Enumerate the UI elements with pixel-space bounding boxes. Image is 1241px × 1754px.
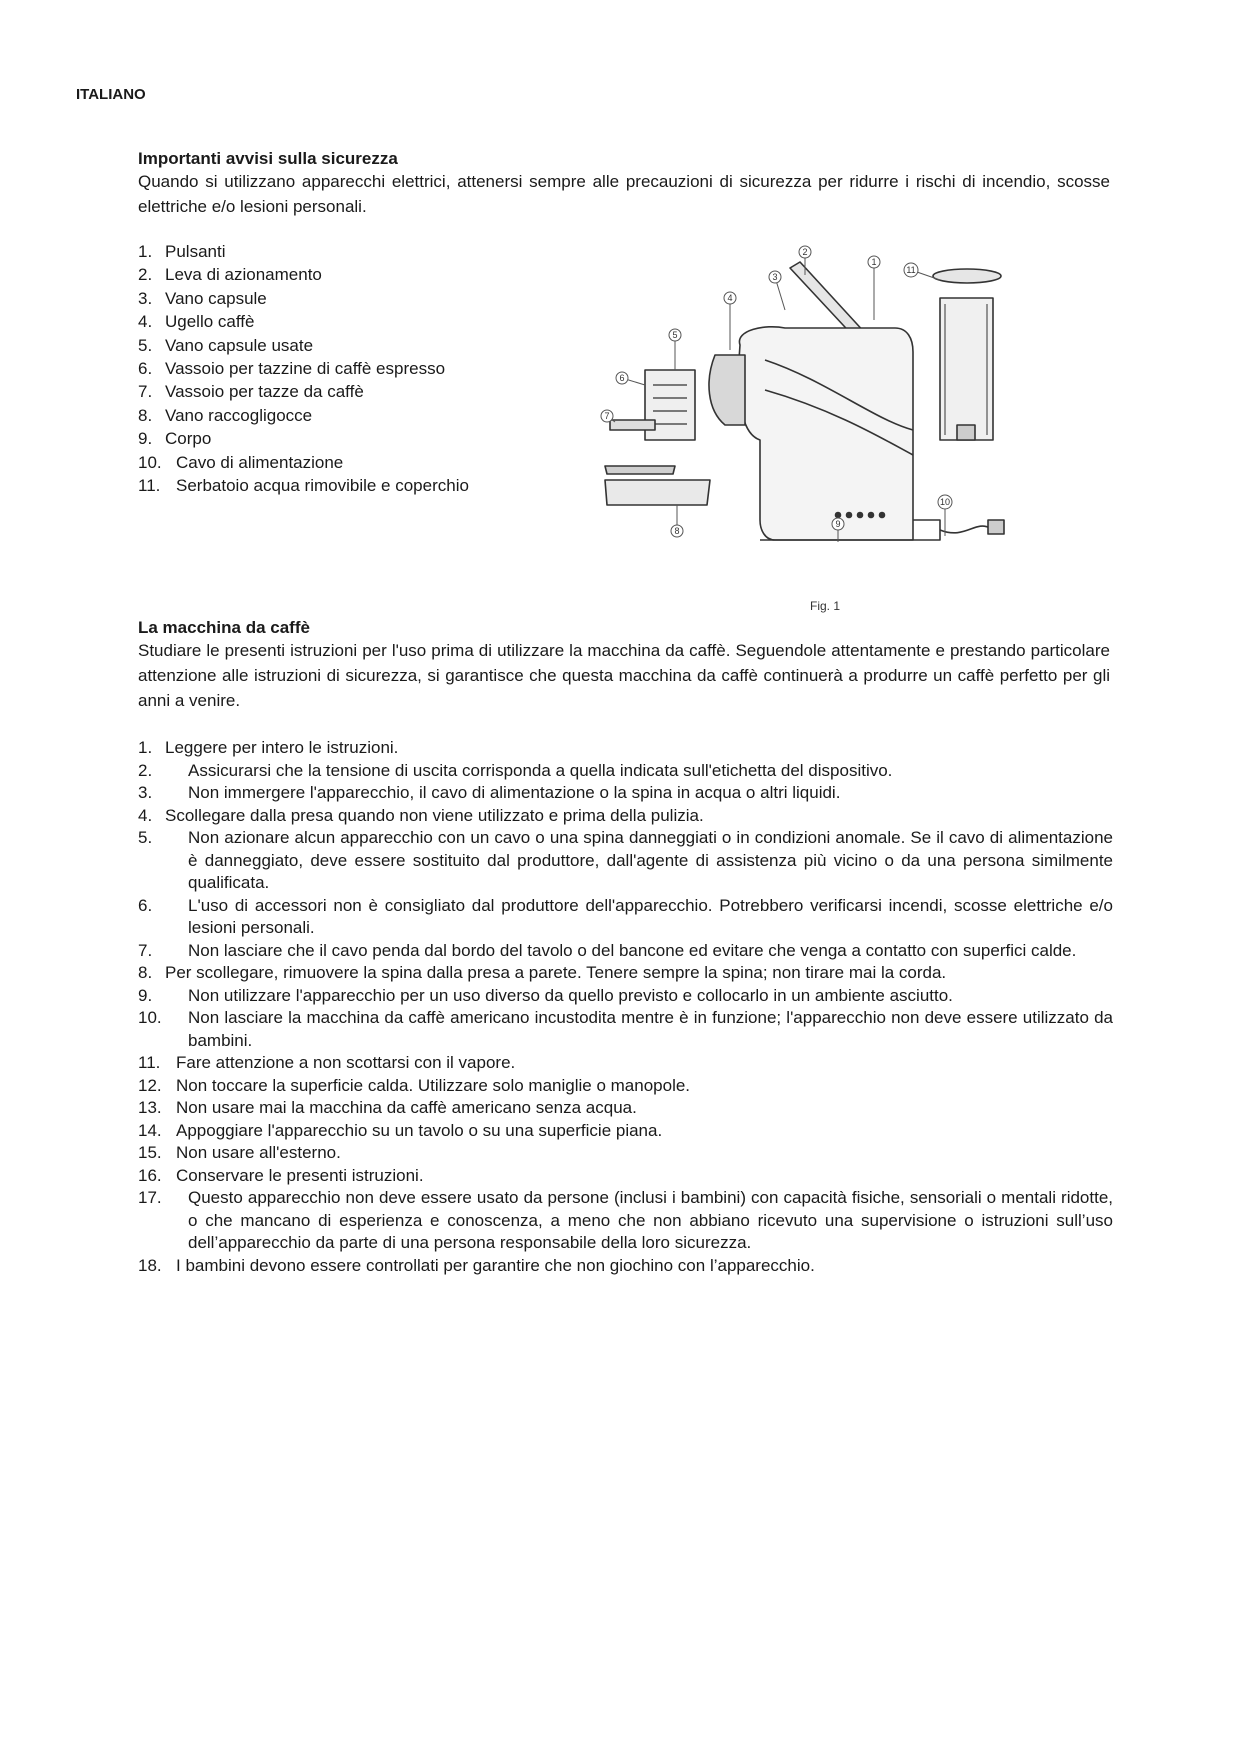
parts-item: 2. Leva di azionamento	[138, 265, 322, 285]
safety-rules-list	[138, 737, 1113, 1277]
safety-intro: Quando si utilizzano apparecchi elettrici, attenersi sempre alle precauzioni di sicurezza per ridurre i rischi di incendio, scosse elettriche e/o lesioni personali.	[138, 172, 1110, 216]
plug-shape	[988, 520, 1004, 534]
callout-6: 6	[619, 373, 625, 383]
callout-11: 11	[906, 265, 916, 275]
rule-item: 18. I bambini devono essere controllati per garantire che non giochino con l’apparecchio.	[138, 1255, 815, 1275]
parts-item: 10. Cavo di alimentazione	[138, 452, 344, 472]
button-dot	[880, 513, 885, 518]
rule-item: 2. Assicurarsi che la tensione di uscita corrisponda a quella indicata sull'etichetta del dispositivo.	[138, 760, 893, 780]
button-dot	[836, 513, 841, 518]
callout-8: 8	[674, 526, 680, 536]
callout-7: 7	[604, 411, 610, 421]
callout-5: 5	[672, 330, 678, 340]
parts-item: 1. Pulsanti	[138, 242, 226, 261]
callout-9: 9	[835, 519, 841, 529]
coffee-machine-diagram	[595, 240, 1065, 620]
rule-item: 16. Conservare le presenti istruzioni.	[138, 1165, 424, 1185]
parts-item: 5. Vano capsule usate	[138, 335, 314, 355]
button-dot	[847, 513, 852, 518]
parts-item: 11. Serbatoio acqua rimovibile e coperchio	[138, 476, 469, 496]
rule-item: 3. Non immergere l'apparecchio, il cavo di alimentazione o la spina in acqua o altri liquidi.	[138, 783, 841, 802]
callout-3: 3	[772, 272, 778, 282]
water-tank-shape	[940, 298, 993, 440]
rule-item: 5. Non azionare alcun apparecchio con un cavo o una spina danneggiati o in condizioni anomale. Se il cavo di alimentazione è danneggiato, deve essere sostituito dal produttore, dall'agente di assistenza più vicino o da una persona similmente qualificata.	[138, 828, 1113, 892]
rule-item: 1. Leggere per intero le istruzioni.	[138, 738, 399, 757]
callout-4: 4	[727, 293, 733, 303]
safety-title: Importanti avvisi sulla sicurezza	[138, 149, 398, 168]
rule-item: 13. Non usare mai la macchina da caffè americano senza acqua.	[138, 1098, 637, 1117]
rule-item: 8. Per scollegare, rimuovere la spina dalla presa a parete. Tenere sempre la spina; non tirare mai la corda.	[138, 963, 947, 982]
rule-item: 7. Non lasciare che il cavo penda dal bordo del tavolo o del bancone ed evitare che venga a contatto con superfici calde.	[138, 940, 1077, 960]
parts-item: 4. Ugello caffè	[138, 312, 255, 332]
language-label: ITALIANO	[76, 86, 146, 103]
parts-list	[138, 240, 618, 497]
machine-title: La macchina da caffè	[138, 618, 310, 637]
parts-item: 7. Vassoio per tazze da caffè	[138, 382, 364, 402]
callout-2: 2	[802, 247, 808, 257]
parts-item: 8. Vano raccogligocce	[138, 405, 313, 425]
rule-item: 15. Non usare all'esterno.	[138, 1143, 341, 1162]
parts-item: 6. Vassoio per tazzine di caffè espresso	[138, 359, 446, 379]
rule-item: 14. Appoggiare l'apparecchio su un tavolo o su una superficie piana.	[138, 1120, 663, 1140]
rule-item: 6. L'uso di accessori non è consigliato dal produttore dell'apparecchio. Potrebbero verificarsi incendi, scosse elettriche e/o lesioni personali.	[138, 895, 1113, 937]
rule-item: 9. Non utilizzare l'apparecchio per un uso diverso da quello previsto e collocarlo in un ambiente asciutto.	[138, 985, 953, 1005]
espresso-tray-shape	[610, 420, 655, 430]
safety-section	[138, 149, 1110, 219]
rule-item: 17. Questo apparecchio non deve essere usato da persone (inclusi i bambini) con capacità fisiche, sensoriali o mentali ridotte, o che mancano di esperienza e conoscenza, a meno che non abbiano ricevuto una supervisione o istruzioni sull’uso dell’apparecchio da parte di una persona responsabile della loro sicurezza.	[138, 1188, 1113, 1252]
callout-1: 1	[871, 257, 877, 267]
rule-item: 12. Non toccare la superficie calda. Utilizzare solo maniglie o manopole.	[138, 1075, 691, 1095]
button-dot	[869, 513, 874, 518]
parts-item: 9. Corpo	[138, 429, 212, 449]
figure-caption: Fig. 1	[810, 599, 841, 613]
drip-tray-shape	[605, 480, 710, 505]
callout-10: 10	[939, 497, 951, 507]
parts-item: 3. Vano capsule	[138, 288, 267, 308]
rule-item: 11. Fare attenzione a non scottarsi con il vapore.	[138, 1053, 516, 1072]
button-dot	[858, 513, 863, 518]
power-cord-shape	[940, 526, 990, 533]
nozzle-shape	[709, 355, 745, 425]
machine-body-shape	[739, 327, 913, 540]
rule-item: 10. Non lasciare la macchina da caffè americano incustodita mentre è in funzione; l'apparecchio non deve essere utilizzato da bambini.	[138, 1008, 1113, 1050]
rule-item: 4. Scollegare dalla presa quando non viene utilizzato e prima della pulizia.	[138, 805, 704, 825]
machine-section	[138, 618, 1110, 713]
tank-lid-shape	[933, 269, 1001, 283]
machine-intro: Studiare le presenti istruzioni per l'uso prima di utilizzare la macchina da caffè. Seguendole attentamente e prestando particolare attenzione alle istruzioni di sicurezza, si garantisce che questa macchina da caffè continuerà a produrre un caffè perfetto per gli anni a venire.	[138, 641, 1110, 710]
